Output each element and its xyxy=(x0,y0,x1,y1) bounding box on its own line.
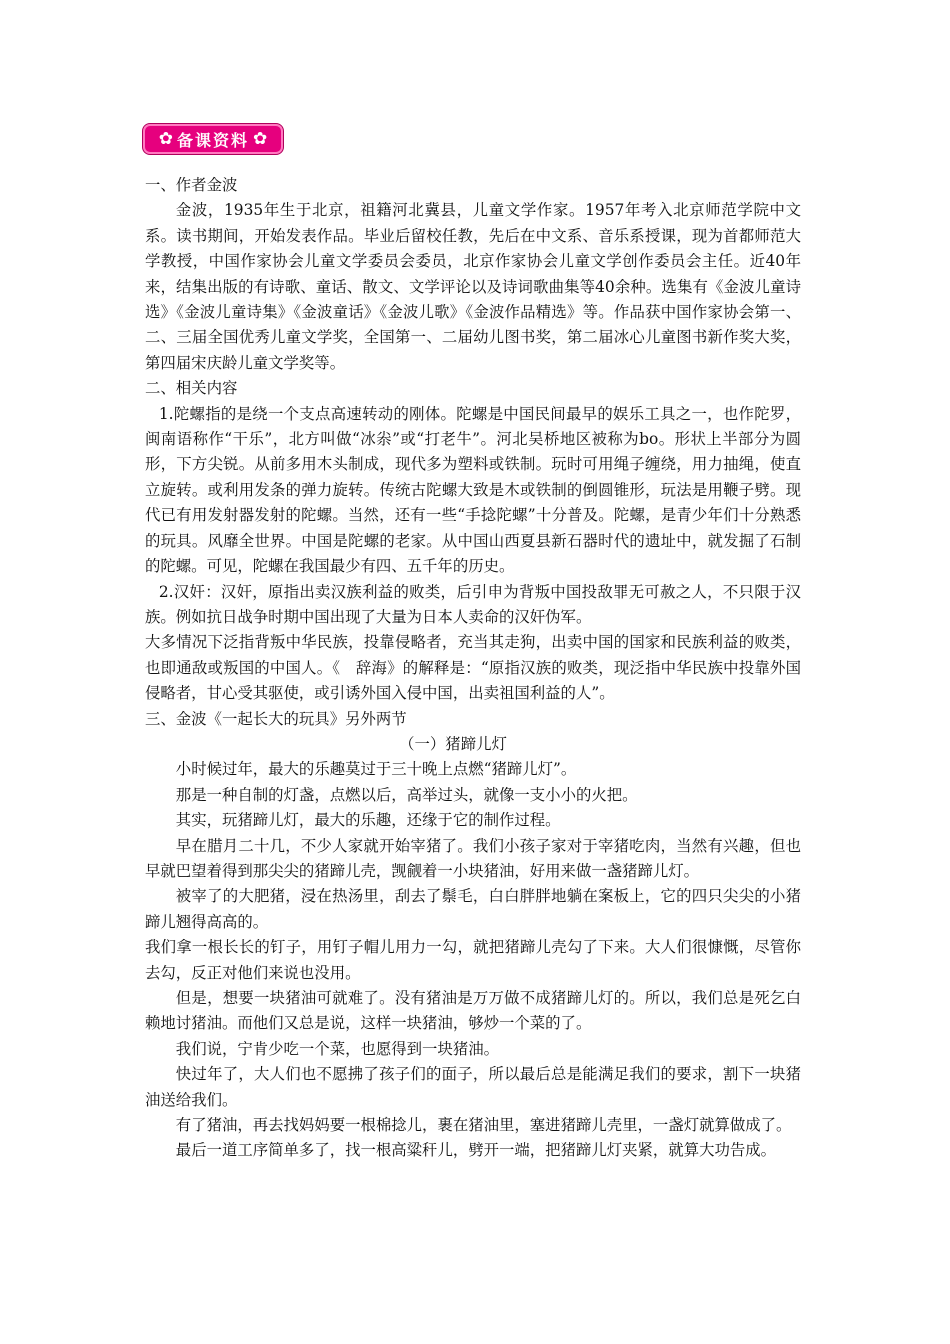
excerpt-subtitle: （一）猪蹄儿灯 xyxy=(399,734,507,753)
story-paragraph: 我们说，宁肯少吃一个菜，也愿得到一块猪油。 xyxy=(175,1039,500,1058)
section-heading-related: 二、相关内容 xyxy=(145,379,238,398)
story-paragraph: 其实，玩猪蹄儿灯，最大的乐趣，还缘于它的制作过程。 xyxy=(175,811,561,830)
lesson-materials-badge xyxy=(143,124,283,154)
traitor-explanation-paragraph: 大多情况下泛指背叛中华民族，投靠侵略者，充当其走狗，出卖中国的国家和民族利益的败类，也即通敌或叛国的中国人。《 辞海》的解释是：“原指汉族的败类，现泛指中华民族中投靠外国侵略者，甘心受其驱使，或引诱外国入侵中国，出卖祖国利益的人”。 xyxy=(145,633,801,703)
story-paragraph: 我们拿一根长长的钉子，用钉子帽儿用力一勾，就把猪蹄儿壳勾了下来。大人们很慷慨，尽管你去勾，反正对他们来说也没用。 xyxy=(145,938,801,982)
author-bio-paragraph: 金波，1935年生于北京，祖籍河北冀县，儿童文学作家。1957年考入北京师范学院中文系。读书期间，开始发表作品。毕业后留校任教，先后在中文系、音乐系授课，现为首都师范大学教授，中国作家协会儿童文学委员会委员，北京作家协会儿童文学创作委员会主任。近40年来，结集出版的有诗歌、童话、散文、文学评论以及诗词歌曲集等40余种。选集有《金波儿童诗选》《金波儿童诗集》《金波童话》《金波儿歌》《金波作品精选》等。作品获中国作家协会第一、二、三届全国优秀儿童文学奖，全国第一、二届幼儿图书奖，第二届冰心儿童图书新作奖大奖，第四届宋庆龄儿童文学奖等。 xyxy=(145,201,801,372)
story-paragraph: 但是，想要一块猪油可就难了。没有猪油是万万做不成猪蹄儿灯的。所以，我们总是死乞白赖地讨猪油。而他们又总是说，这样一块猪油，够炒一个菜的了。 xyxy=(145,989,801,1033)
badge-label: 备课资料 xyxy=(176,130,249,150)
story-paragraph: 那是一种自制的灯盏，点燃以后，高举过头，就像一支小小的火把。 xyxy=(175,785,638,804)
story-paragraph: 最后一道工序简单多了，找一根高粱秆儿，劈开一端，把猪蹄儿灯夹紧，就算大功告成。 xyxy=(175,1141,777,1160)
traitor-definition-paragraph: 2.汉奸：汉奸，原指出卖汉族利益的败类，后引申为背叛中国投敌罪无可赦之人，不只限于汉族。例如抗日战争时期中国出现了大量为日本人卖命的汉奸伪军。 xyxy=(145,582,801,626)
story-paragraph: 快过年了，大人们也不愿拂了孩子们的面子，所以最后总是能满足我们的要求，割下一块猪油送给我们。 xyxy=(145,1065,801,1109)
story-paragraph: 早在腊月二十几，不少人家就开始宰猪了。我们小孩子家对于宰猪吃肉，当然有兴趣，但也早就巴望着得到那尖尖的猪蹄儿壳，觊觎着一小块猪油，好用来做一盏猪蹄儿灯。 xyxy=(145,836,801,880)
spinning-top-paragraph: 1.陀螺指的是绕一个支点高速转动的刚体。陀螺是中国民间最早的娱乐工具之一，也作陀罗，闽南语称作“干乐”，北方叫做“冰尜”或“打老牛”。河北吴桥地区被称为bo。形状上半部分为圆形，下方尖锐。从前多用木头制成，现代多为塑料或铁制。玩时可用绳子缠绕，用力抽绳，使直立旋转。或利用发条的弹力旋转。传统古陀螺大致是木或铁制的倒圆锥形，玩法是用鞭子劈。现代已有用发射器发射的陀螺。当然，还有一些“手捻陀螺”十分普及。陀螺，是青少年们十分熟悉的玩具。风靡全世界。中国是陀螺的老家。从中国山西夏县新石器时代的遗址中，就发掘了石制的陀螺。可见，陀螺在我国最少有四、五千年的历史。 xyxy=(145,404,801,576)
story-paragraph: 被宰了的大肥猪，浸在热汤里，刮去了鬃毛，白白胖胖地躺在案板上，它的四只尖尖的小猪蹄儿翘得高高的。 xyxy=(145,887,801,931)
document-body xyxy=(145,173,801,1164)
flower-icon: ✿ xyxy=(158,128,173,149)
flower-icon: ✿ xyxy=(253,128,268,149)
section-heading-author: 一、作者金波 xyxy=(145,176,238,194)
section-heading-excerpt: 三、金波《一起长大的玩具》另外两节 xyxy=(145,709,407,728)
story-paragraph: 小时候过年，最大的乐趣莫过于三十晚上点燃“猪蹄儿灯”。 xyxy=(175,760,577,779)
story-paragraph: 有了猪油，再去找妈妈要一根棉捻儿，裹在猪油里，塞进猪蹄儿壳里，一盏灯就算做成了。 xyxy=(175,1116,792,1135)
